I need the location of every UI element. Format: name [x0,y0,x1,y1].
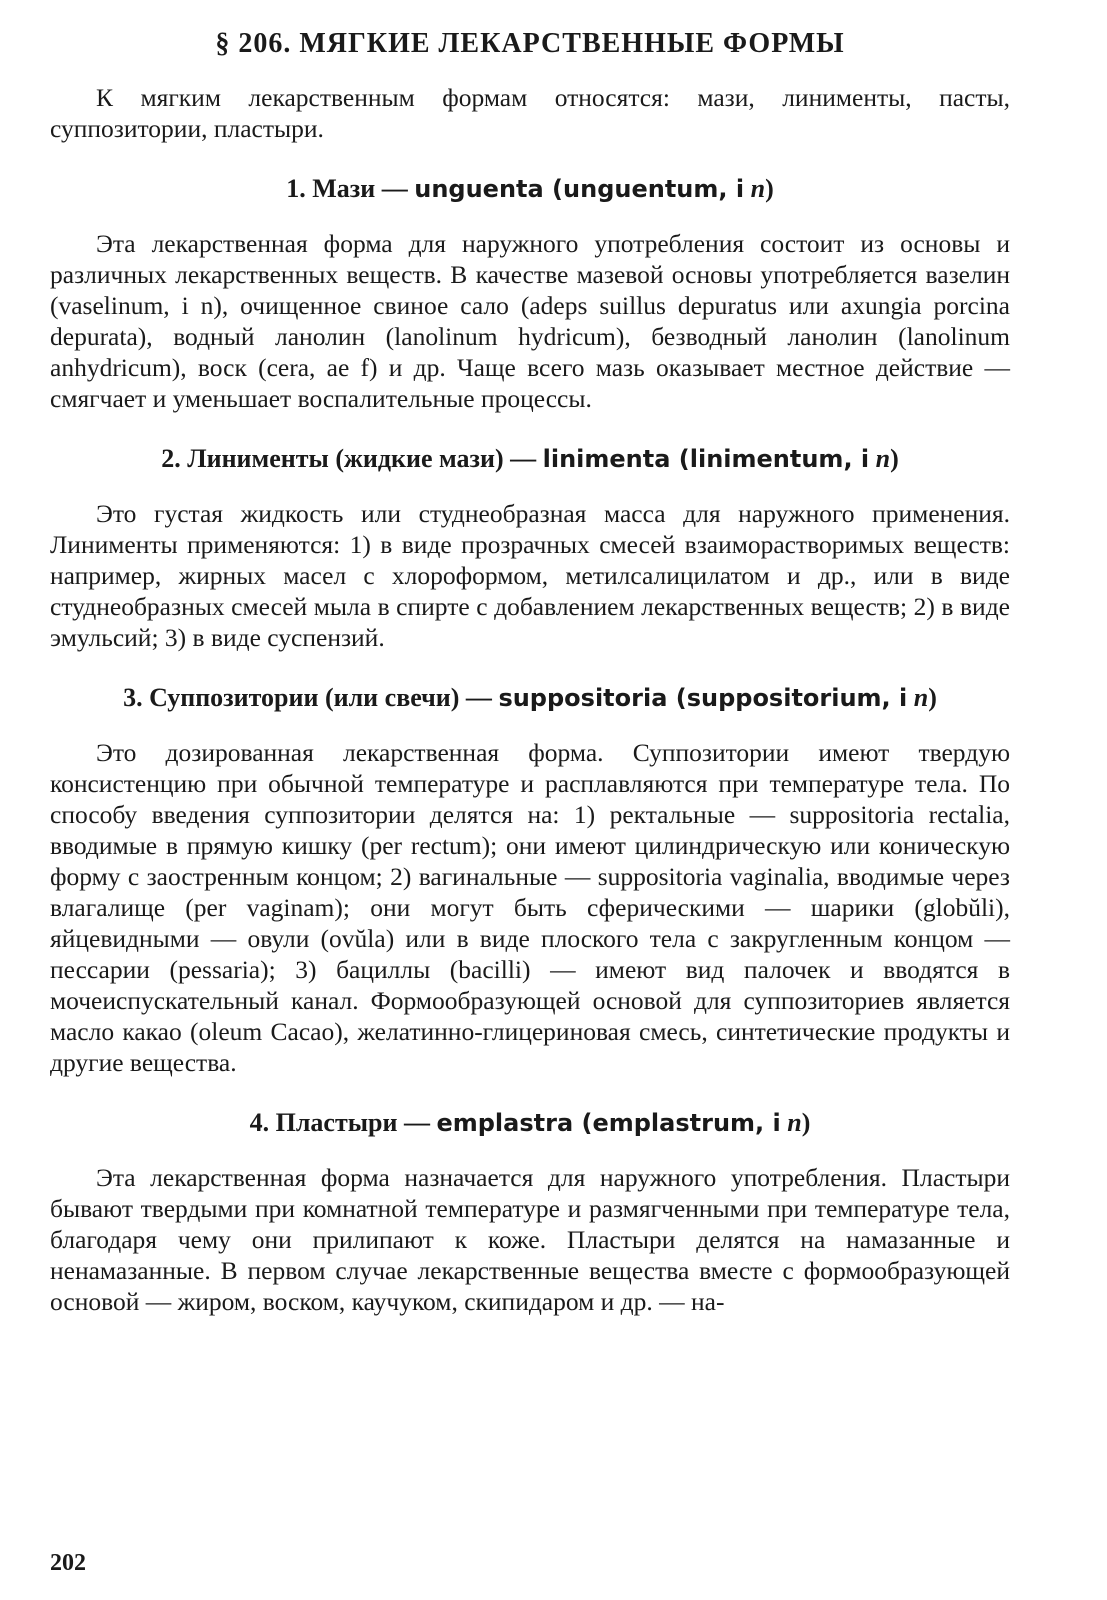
heading-lat: emplastra (emplastrum, i [436,1109,781,1137]
section-heading-plasters [50,1108,1010,1138]
heading-close: ) [765,174,774,203]
section-body-plasters: Эта лекарственная форма назначается для наружного употребления. Пластыри бывают твердыми при комнатной температуре и размягченными при температуре тела, благодаря чему они прилипают к коже. Пластыри делятся на намазанные и ненамазанные. В первом случае лекарственные вещества вместе с формообразующей основой — жиром, воском, каучуком, скипидаром и др. — на- [50,1163,1010,1316]
heading-gender: n [875,444,891,473]
heading-gender: n [913,683,929,712]
heading-gender: n [750,174,766,203]
section-heading-ointments [50,174,1010,204]
heading-close: ) [890,444,899,473]
heading-close: ) [801,1108,811,1137]
section-heading-liniments [50,444,1010,474]
heading-gender: n [787,1108,802,1137]
heading-close: ) [928,683,937,712]
section-body-ointments: Эта лекарственная форма для наружного употребления состоит из основы и различных лекарственных веществ. В качестве мазевой основы употребляется вазелин (vaselinum, i n), очищенное свиное сало (adeps suillus depuratus или axungia porcina depurata), водный ланолин (lanolinum hydricum), безводный ланолин (lanolinum anhydricum), воск (cera, ae f) и др. Чаще всего мазь оказывает местное действие — смягчает и уменьшает воспалительные процессы. [50,229,1010,413]
intro-paragraph: К мягким лекарственным формам относятся: мази, линименты, пасты, суппозитории, пластыри. [50,83,1010,143]
heading-ru: 4. Пластыри — [249,1108,430,1137]
heading-ru: 1. Мази — [286,174,408,203]
heading-lat: suppositoria (suppositorium, i [498,684,908,712]
heading-ru: 2. Линименты (жидкие мази) — [161,444,537,473]
page-title: § 206. МЯГКИЕ ЛЕКАРСТВЕННЫЕ ФОРМЫ [215,28,845,59]
heading-ru: 3. Суппозитории (или свечи) — [123,683,492,712]
section-body-liniments: Это густая жидкость или студнеобразная масса для наружного применения. Линименты применяются: 1) в виде прозрачных смесей взаиморастворимых веществ: например, жирных масел с хлороформом, метилсалицилатом и др., или в виде студнеобразных смесей мыла в спирте с добавлением лекарственных веществ; 2) в виде эмульсий; 3) в виде суспензий. [50,499,1010,652]
heading-lat: linimenta (linimentum, i [542,445,870,473]
page-number: 202 [50,1550,86,1576]
heading-lat: unguenta (unguentum, i [414,175,745,203]
section-heading-suppositories [50,683,1010,713]
page-content [50,20,1010,1317]
section-body-suppositories: Это дозированная лекарственная форма. Суппозитории имеют твердую консистенцию при обычной температуре и расплавляются при температуре тела. По способу введения суппозитории делятся на: 1) ректальные — suppositoria rectalia, вводимые в прямую кишку (per rectum); они имеют цилиндрическую или коническую форму с заостренным концом; 2) вагинальные — suppositoria vaginalia, вводимые через влагалище (per vaginam); они могут быть сферическими — шарики (globŭli), яйцевидными — овули (ovŭla) или в виде плоского тела с закругленным концом — пессарии (pessaria); 3) бациллы (bacilli) — имеют вид палочек и вводятся в мочеиспускательный канал. Формообразующей основой для суппозиториев является масло какао (oleum Cacao), желатинно-глицериновая смесь, синтетические продукты и другие вещества. [50,738,1010,1077]
